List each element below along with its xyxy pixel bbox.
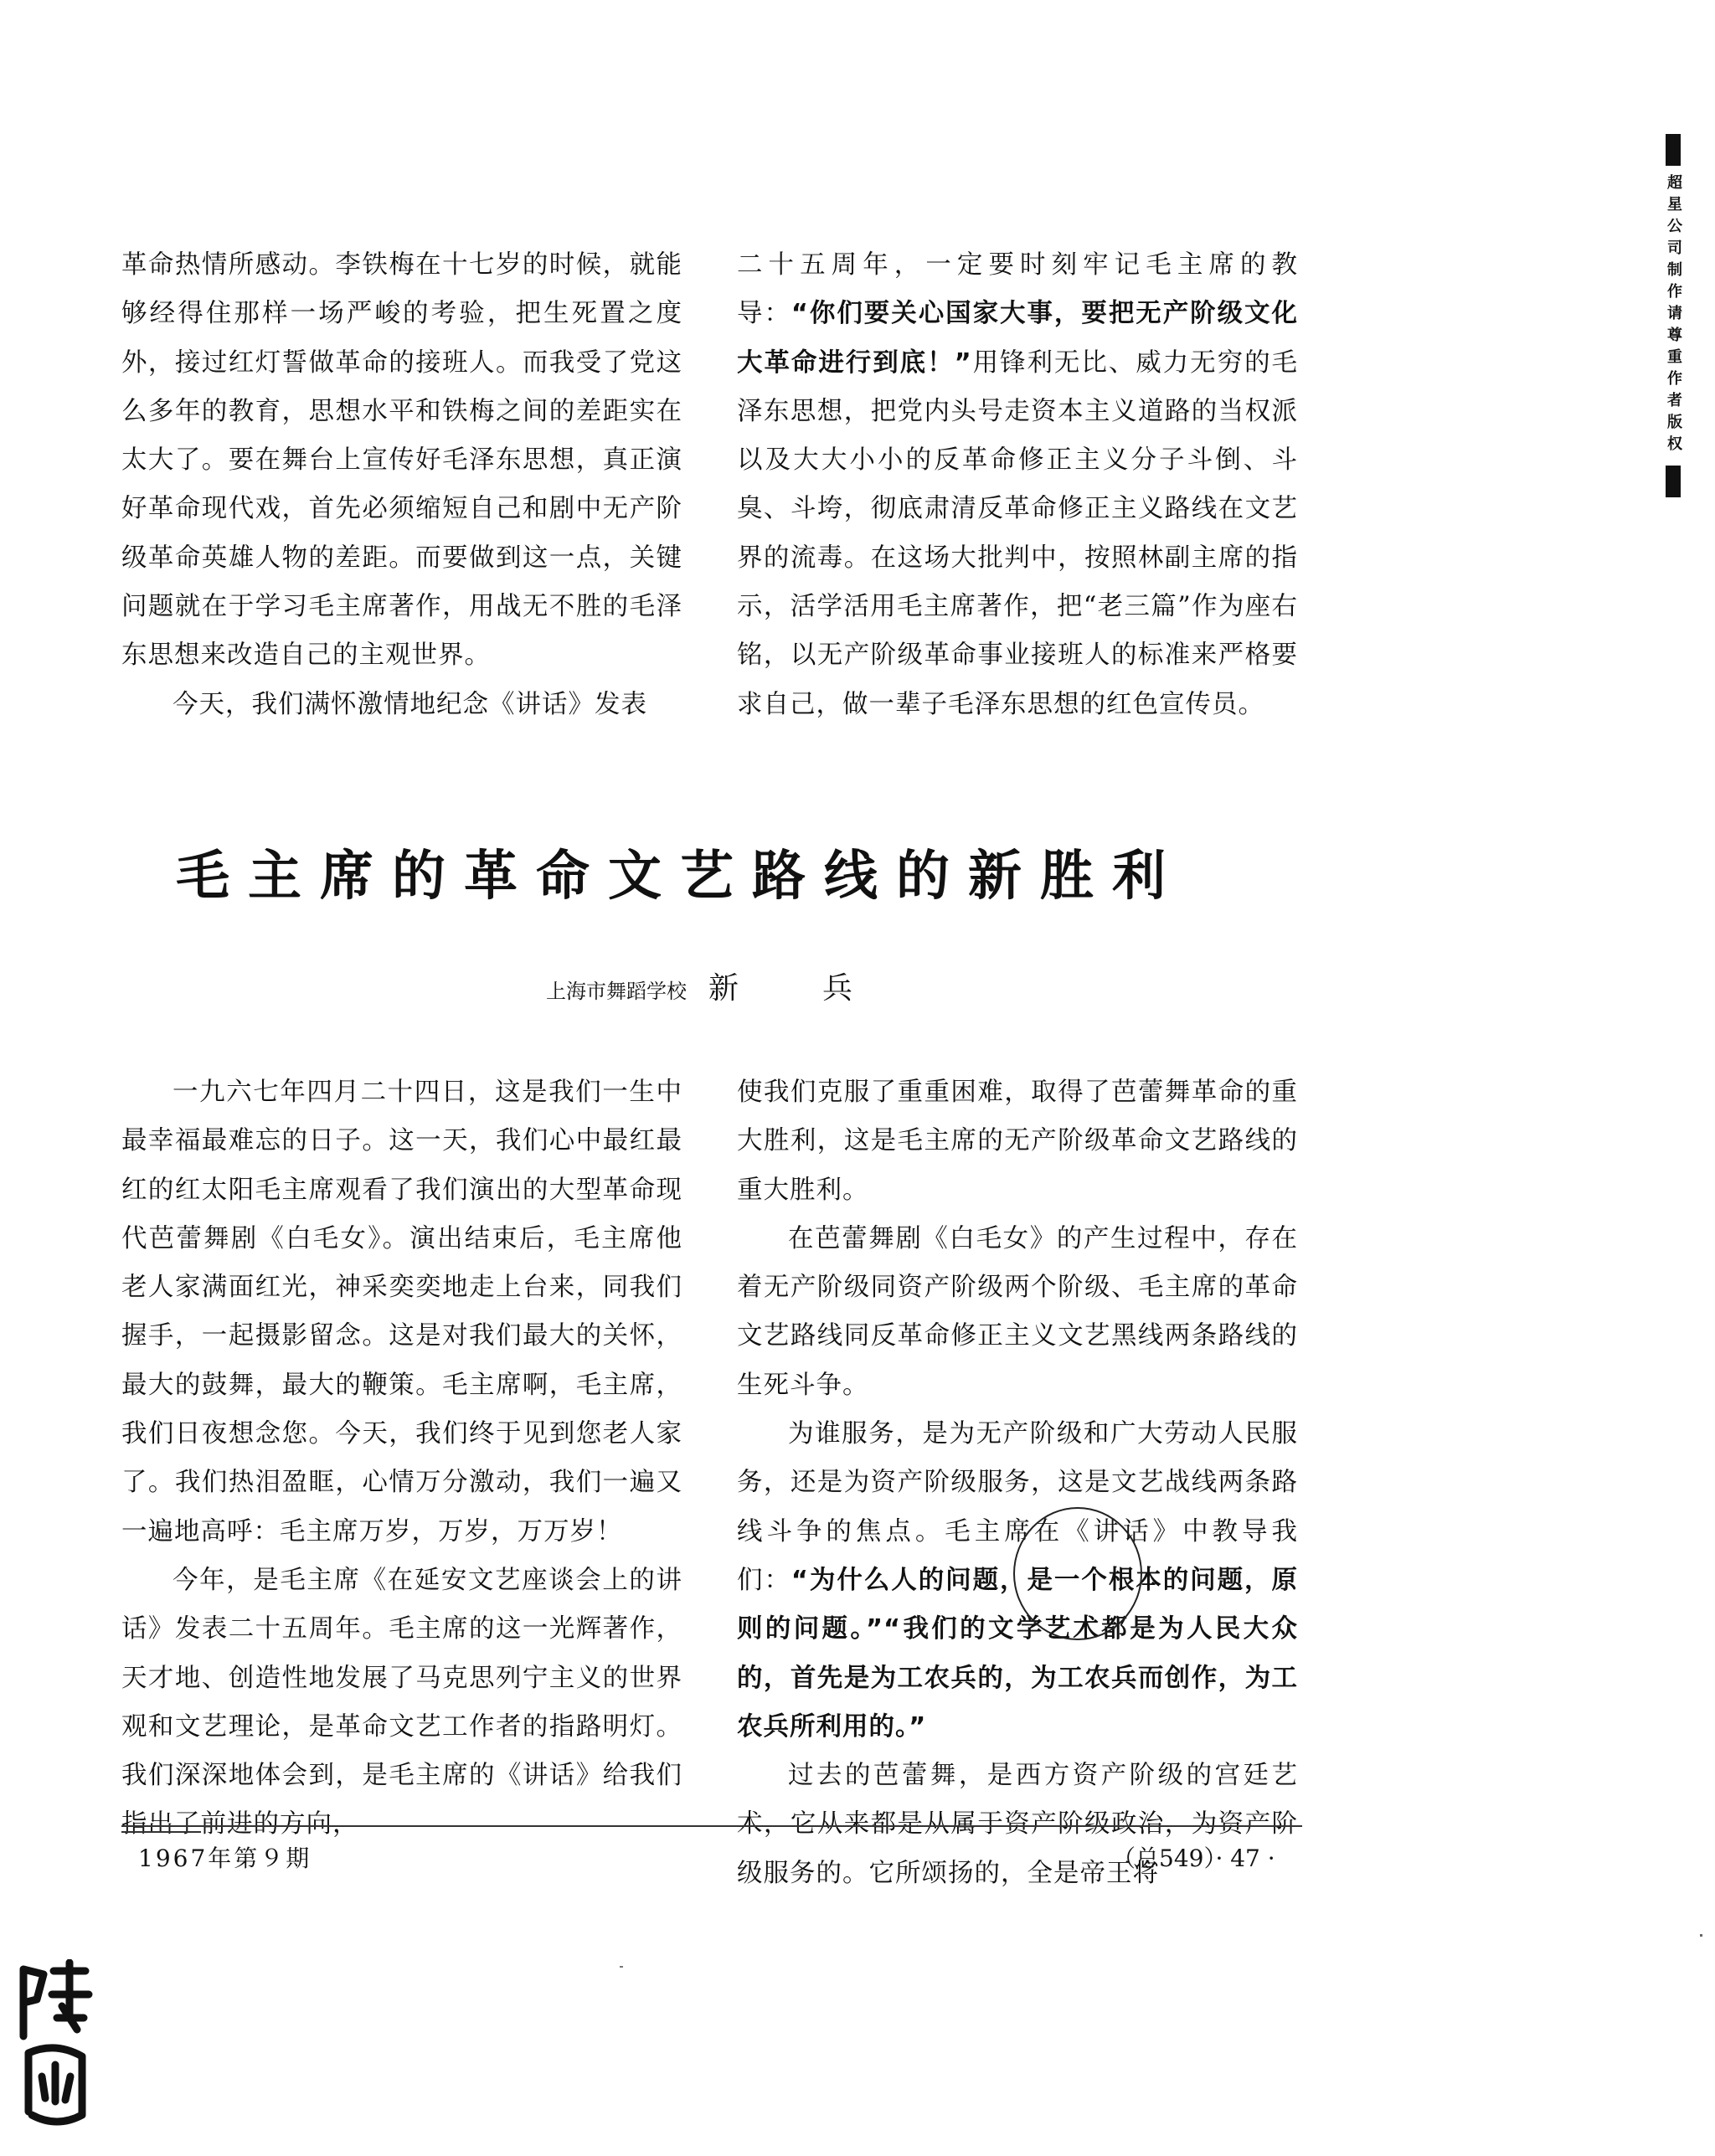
issue-label: 1967年第９期 <box>138 1845 312 1872</box>
copyright-notice <box>1656 134 1690 497</box>
scan-speck <box>620 1966 623 1968</box>
ink-circle-mark <box>1013 1507 1142 1640</box>
paragraph: 过去的芭蕾舞，是西方资产阶级的宫廷艺术，它从来都是从属于资产阶级政治，为资产阶级服务的。它所颂扬的，全是帝王将 <box>737 1761 1298 1888</box>
paragraph: 今年，是毛主席《在延安文艺座谈会上的讲话》发表二十五周年。毛主席的这一光辉著作，天才地、创造性地发展了马克思列宁主义的世界观和文艺理论，是革命文艺工作者的指路明灯。我们深深地体会到，是毛主席的《讲话》给我们指出了前进的方向， <box>121 1565 682 1840</box>
text-run: 为谁服务，是为无产阶级和广大劳动人民服务，还是为资产阶级服务，这是文艺战线两条路线斗争的焦点。毛主席在《讲话》中教导我们： <box>737 1419 1298 1595</box>
seal-stamp-logo <box>12 1959 100 2135</box>
black-bar <box>1666 466 1681 497</box>
text-run: 二十五周年，一定要时刻牢记毛主席的教导： <box>737 250 1298 329</box>
article-right-column <box>737 1068 1298 1898</box>
continued-article-left-column <box>121 241 682 729</box>
article-left-column <box>121 1068 682 1850</box>
paragraph: 在芭蕾舞剧《白毛女》的产生过程中，存在着无产阶级同资产阶级两个阶级、毛主席的革命文艺路线同反革命修正主义文艺黑线两条路线的生死斗争。 <box>737 1223 1298 1400</box>
bold-quote: “为什么人的问题，是一个根本的问题，原则的问题。”“我们的文学艺术都是为人民大众的，首先是为工农兵的，为工农兵而创作，为工农兵所利用的。” <box>737 1565 1299 1742</box>
paragraph <box>737 241 1298 729</box>
black-bar <box>1666 134 1681 166</box>
article-title: 毛主席的革命文艺路线的新胜利 <box>176 846 1184 908</box>
byline <box>546 965 936 1007</box>
paragraph: 一九六七年四月二十四日，这是我们一生中最幸福最难忘的日子。这一天，我们心中最红最红的红太阳毛主席观看了我们演出的大型革命现代芭蕾舞剧《白毛女》。演出结束后，毛主席他老人家满面红光，神采奕奕地走上台来，同我们握手，一起摄影留念。这是对我们最大的关怀，最大的鼓舞，最大的鞭策。毛主席啊，毛主席，我们日夜想念您。今天，我们终于见到您老人家了。我们热泪盈眶，心情万分激动，我们一遍又一遍地高呼：毛主席万岁，万岁，万万岁！ <box>121 1078 682 1546</box>
author-organization: 上海市舞蹈学校 <box>546 980 687 1003</box>
bold-quote: “你们要关心国家大事，要把无产阶级文化大革命进行到底！” <box>737 299 1299 378</box>
page-number: （总549）· 47 · <box>1112 1845 1275 1872</box>
paragraph: 革命热情所感动。李铁梅在十七岁的时候，就能够经得住那样一场严峻的考验，把生死置之度外，接过红灯誓做革命的接班人。而我受了党这么多年的教育，思想水平和铁梅之间的差距实在太大了。要在舞台上宣传好毛泽东思想，真正演好革命现代戏，首先必须缩短自己和剧中无产阶级革命英雄人物的差距。而要做到这一点，关键问题就在于学习毛主席著作，用战无不胜的毛泽东思想来改造自己的主观世界。 <box>121 250 682 671</box>
paragraph: 使我们克服了重重困难，取得了芭蕾舞革命的重大胜利，这是毛主席的无产阶级革命文艺路线的重大胜利。 <box>737 1078 1298 1205</box>
continued-article-right-column <box>737 241 1298 729</box>
scan-speck <box>1700 1934 1702 1937</box>
footer-rule-short <box>121 1831 201 1833</box>
copyright-text: 超星公司制作请尊重作者版权 <box>1665 174 1682 457</box>
footer-rule <box>121 1825 1302 1827</box>
author-name: 新兵 <box>708 971 937 1006</box>
text-run: 用锋利无比、威力无穷的毛泽东思想，把党内头号走资本主义道路的当权派以及大大小小的反革命修正主义分子斗倒、斗臭、斗垮，彻底肃清反革命修正主义路线在文艺界的流毒。在这场大批判中，按照林副主席的指示，活学活用毛主席著作，把“老三篇”作为座右铭，以无产阶级革命事业接班人的标准来严格要求自己，做一辈子毛泽东思想的红色宣传员。 <box>737 347 1299 719</box>
paragraph: 今天，我们满怀激情地纪念《讲话》发表 <box>173 689 647 719</box>
